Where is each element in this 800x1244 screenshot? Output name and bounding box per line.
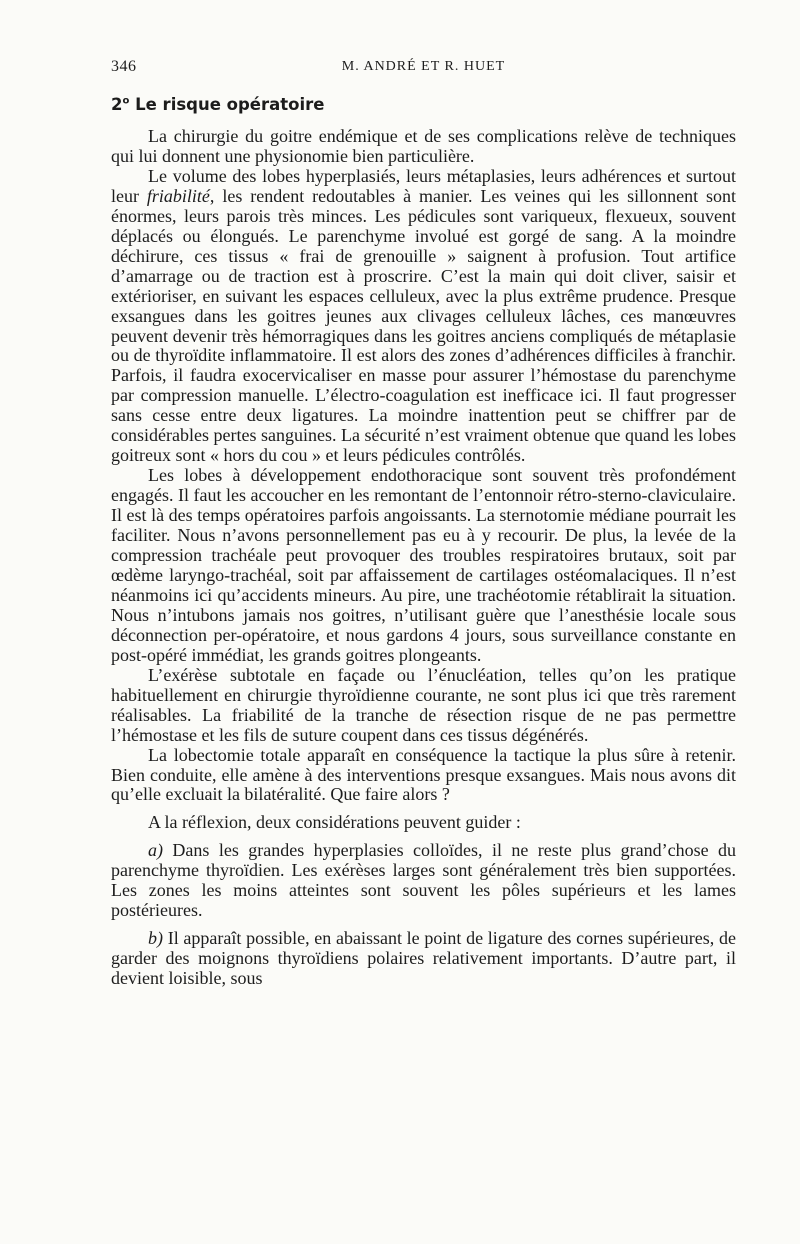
page-number: 346 (111, 58, 137, 75)
point-a-text: Dans les grandes hyperplasies colloïdes, il ne reste plus grand’chose du parenchyme thyroïdien. Les exérèses larges sont généralement très bien supportées. Les zones les moins atteintes sont souvent les pôles supérieurs et les lames postérieures. (111, 840, 736, 921)
paragraph-volume-text-start: Le volume des lobes hyperplasiés, leurs métaplasies, leurs adhérences et surtout leur (111, 165, 736, 206)
section-heading (111, 95, 736, 114)
point-b-text: Il apparaît possible, en abaissant le point de ligature des cornes supérieures, de garder des moignons thyroïdiens polaires relativement importants. D’autre part, il devient loisible, sous (111, 928, 736, 989)
paragraph-reflexion: A la réflexion, deux considérations peuvent guider : (148, 812, 521, 833)
paragraph-volume (111, 167, 736, 466)
paragraph-lobectomie: La lobectomie totale apparaît en conséquence la tactique la plus sûre à retenir. Bien conduite, elle amène à des interventions presque exsangues. Mais nous avons dit qu’elle excluait la bilatéralité. Que faire alors ? (111, 744, 736, 805)
page (111, 58, 736, 989)
section-number: 2 (111, 95, 123, 114)
paragraph-exerese: L’exérèse subtotale en façade ou l’énucléation, telles qu’on les pratique habituellement en chirurgie thyroïdienne courante, ne sont plus ici que très rarement réalisables. La friabilité de la tranche de résection risque de ne pas permettre l’hémostase et les fils de suture coupent dans ces tissus dégénérés. (111, 664, 736, 745)
paragraph-volume-text-end: , les rendent redoutables à manier. Les veines qui les sillonnent sont énormes, leurs parois très minces. Les pédicules sont variqueux, flexueux, souvent déplacés ou élongués. Le parenchyme involué est gorgé de sang. A la moindre déchirure, ces tissus « frai de grenouille » saignent à profusion. Tout artifice d’amarrage ou de traction est à proscrire. C’est la main qui doit cliver, saisir et extérioriser, en suivant les espaces celluleux, avec la plus extrême prudence. Presque exsangues dans les goitres jeunes aux clivages celluleux lâches, ces manœuvres peuvent devenir très hémorragiques dans les goitres anciens compliqués de métaplasie ou de thyroïdite inflammatoire. Il est alors des zones d’adhérences difficiles à franchir. Parfois, il faudra exocervicaliser en masse pour assurer l’hémostase du parenchyme par compression manuelle. L’électro-coagulation est inefficace ici. Il faut progresser sans cesse entre deux ligatures. La moindre inattention peut se chiffrer par de considérables pertes sanguines. La sécurité n’est vraiment obtenue que quand les lobes goitreux sont « hors du cou » et leurs pédicules contrôlés. (111, 185, 737, 466)
point-b-label: b) (148, 928, 163, 949)
running-head (111, 58, 736, 82)
paragraph-intro: La chirurgie du goitre endémique et de ses complications relève de techniques qui lui donnent une physionomie bien particulière. (111, 126, 736, 166)
paragraph-point-b (111, 929, 736, 989)
paragraph-point-a (111, 841, 736, 921)
section-title: Le risque opératoire (135, 95, 325, 114)
emphasis-friabilite: friabilité (146, 185, 210, 206)
paragraph-endothoracic: Les lobes à développement endothoracique sont souvent très profondément engagés. Il faut les accoucher en les remontant de l’entonnoir rétro-sterno-claviculaire. Il est là des temps opératoires parfois angoissants. La sternotomie médiane pourrait les faciliter. Nous n’avons personnellement pas eu à y recourir. De plus, la levée de la compression trachéale peut provoquer des troubles respiratoires brutaux, soit par œdème laryngo-trachéal, soit par affaissement de cartilages ostéomalaciques. Il n’est néanmoins ici qu’accidents mineurs. Au pire, une trachéotomie rétablirait la situation. Nous n’intubons jamais nos goitres, n’utilisant guère que l’anesthésie locale sous déconnection per-opératoire, et nous gardons 4 jours, sous surveillance constante en post-opéré immédiat, les grands goitres plongeants. (111, 465, 736, 665)
section-ordinal: o (122, 95, 130, 107)
point-a-label: a) (148, 840, 163, 861)
running-head-authors: M. ANDRÉ ET R. HUET (341, 59, 506, 74)
